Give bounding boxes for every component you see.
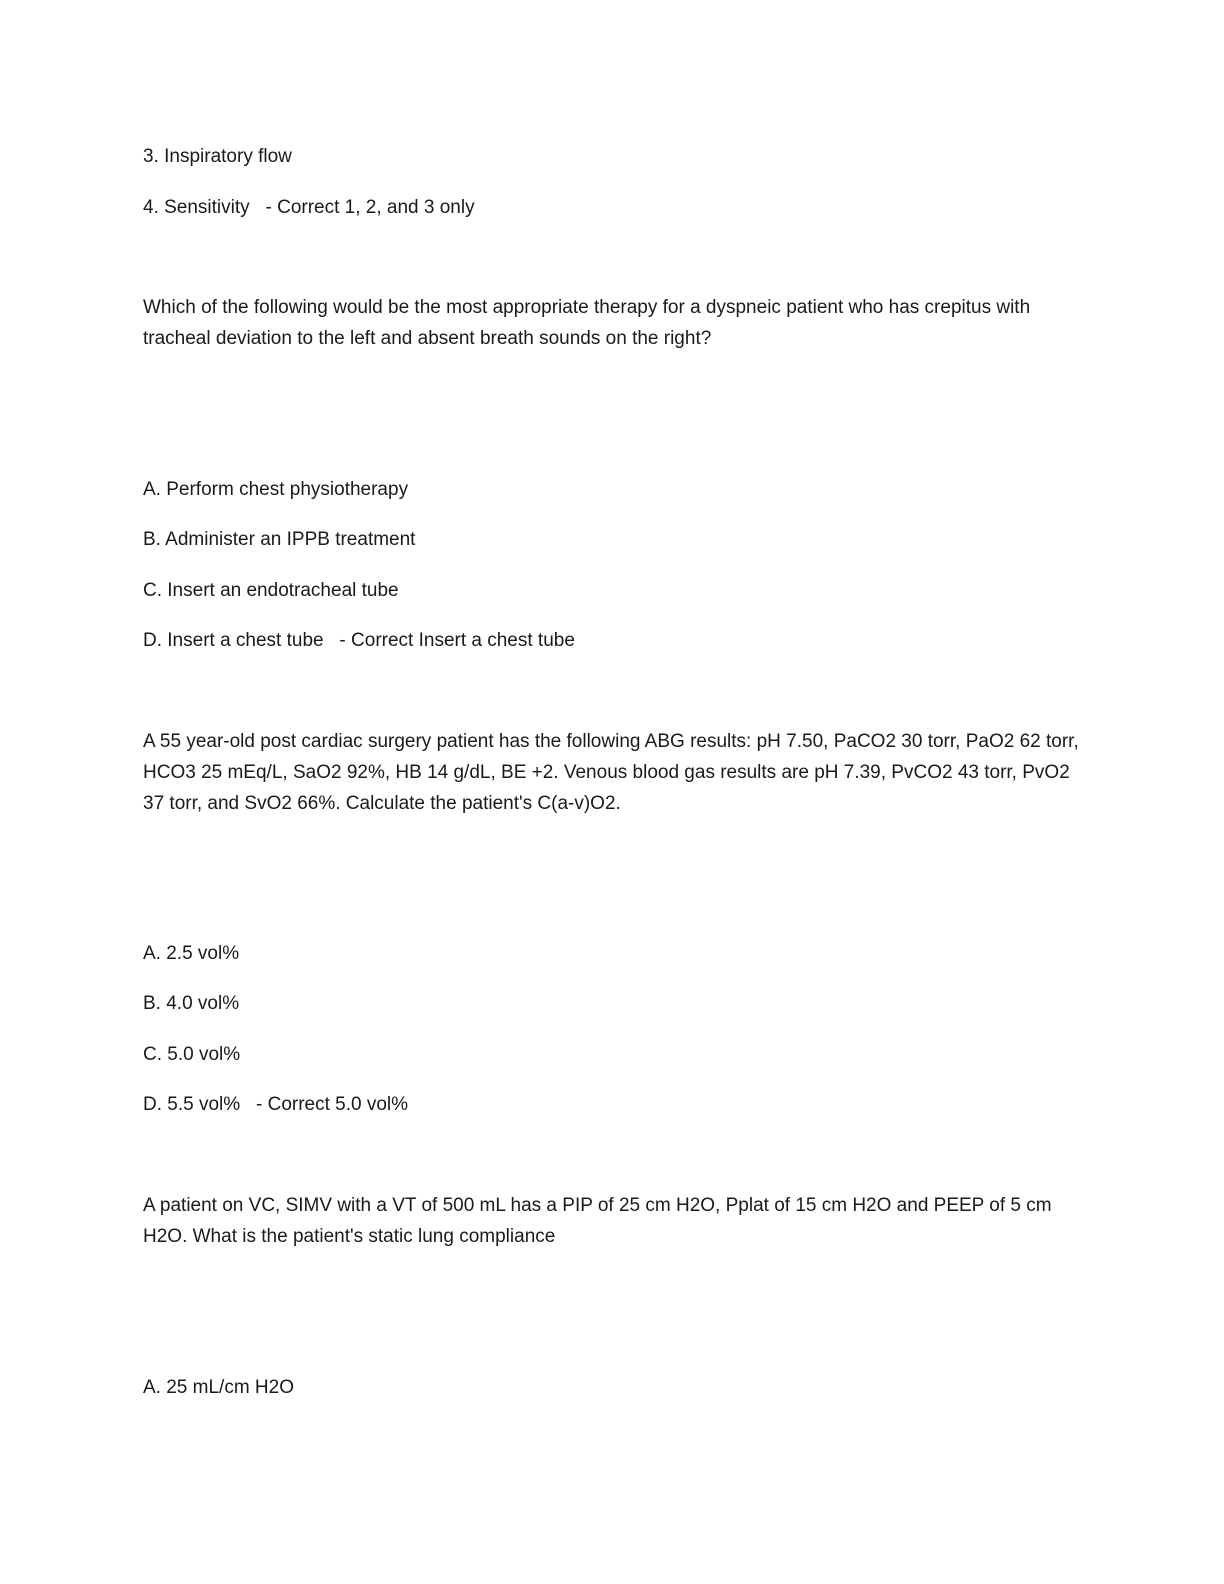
question-1-option-a: A. Perform chest physiotherapy: [143, 479, 409, 500]
question-3-option-a: A. 25 mL/cm H2O: [143, 1377, 294, 1398]
question-1-text: Which of the following would be the most appropriate therapy for a dyspneic patient who has crepitus with tracheal deviation to the left and absent breath sounds on the right?: [143, 297, 1031, 349]
question-2-text: A 55 year-old post cardiac surgery patient has the following ABG results: pH 7.50, PaCO2 30 torr, PaO2 62 torr, HCO3 25 mEq/L, SaO2 92%, HB 14 g/dL, BE +2. Venous blood gas results are pH 7.39, PvCO2 43 torr, PvO2 37 torr, and SvO2 66%. Calculate the patient's C(a-v)O2.: [143, 731, 1079, 814]
question-1-option-b: B. Administer an IPPB treatment: [143, 529, 416, 550]
prev-option-4-answer: 4. Sensitivity - Correct 1, 2, and 3 only: [143, 197, 475, 218]
question-1-option-c: C. Insert an endotracheal tube: [143, 580, 399, 601]
question-2-option-a: A. 2.5 vol%: [143, 943, 240, 964]
question-1-option-d-answer: D. Insert a chest tube - Correct Insert a chest tube: [143, 630, 575, 651]
question-2-option-d-answer: D. 5.5 vol% - Correct 5.0 vol%: [143, 1094, 409, 1115]
question-2-option-b: B. 4.0 vol%: [143, 993, 240, 1014]
question-3-text: A patient on VC, SIMV with a VT of 500 mL has a PIP of 25 cm H2O, Pplat of 15 cm H2O and PEEP of 5 cm H2O. What is the patient's static lung compliance: [143, 1195, 1052, 1247]
prev-option-3: 3. Inspiratory flow: [143, 146, 292, 167]
question-2-option-c: C. 5.0 vol%: [143, 1044, 241, 1065]
